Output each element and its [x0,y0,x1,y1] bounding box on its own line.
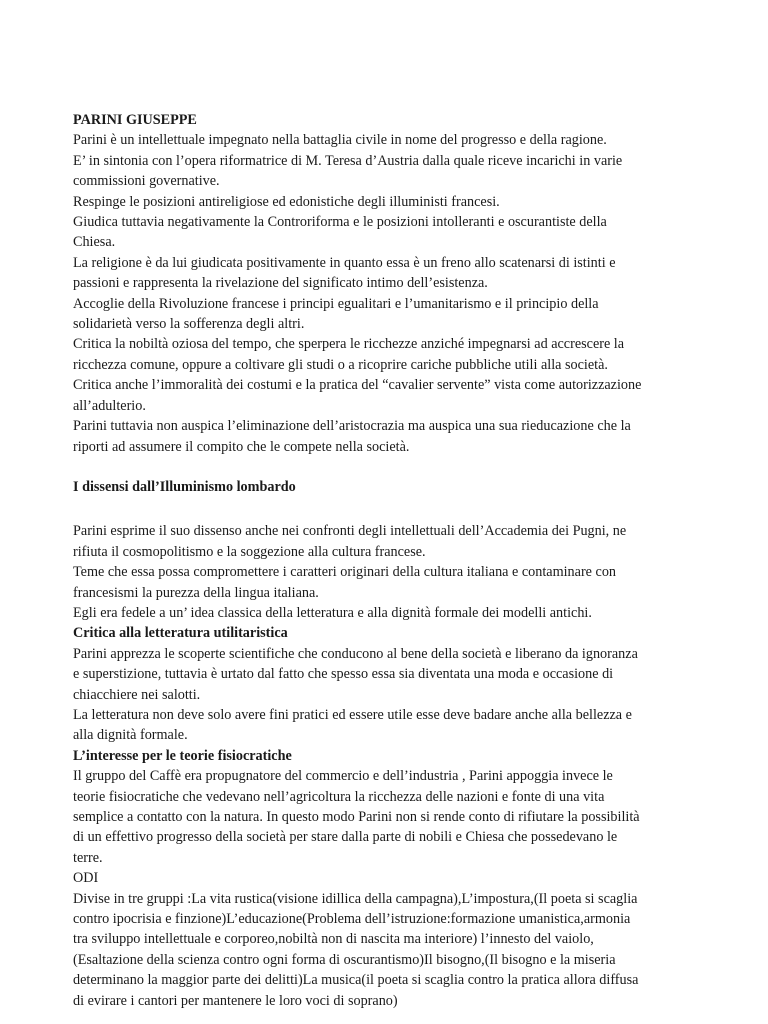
section-odi [73,868,703,1011]
paragraph-line: alla dignità formale. [73,727,188,744]
paragraph-line: commissioni governative. [73,173,220,190]
paragraph-line: tra sviluppo intellettuale e corporeo,nobiltà non di nascita ma interiore) l’innesto del vaiolo, [73,931,594,948]
paragraph-line: contro ipocrisia e finzione)L’educazione(Problema dell’istruzione:formazione umanistica,armonia [73,911,631,928]
section-heading: Critica alla letteratura utilitaristica [73,625,288,642]
spacer [73,497,703,521]
paragraph-line: Critica la nobiltà oziosa del tempo, che sperpera le ricchezze anziché impegnarsi ad accrescere la [73,336,625,353]
paragraph-line: (Esaltazione della scienza contro ogni forma di oscurantismo)Il bisogno,(Il bisogno e la miseria [73,951,616,968]
spacer [73,457,703,477]
document-page [73,110,703,1011]
section-teorie-fisiocratiche [73,746,703,868]
paragraph-line: terre. [73,849,103,866]
section-parini-giuseppe [73,110,703,457]
section-heading: L’interesse per le teorie fisiocratiche [73,747,292,764]
section-critica-letteratura [73,623,703,745]
paragraph-line: francesismi la purezza della lingua italiana. [73,584,319,601]
paragraph-line: La religione è da lui giudicata positivamente in quanto essa è un freno allo scatenarsi di istinti e [73,254,616,271]
paragraph-line: Critica anche l’immoralità dei costumi e la pratica del “cavalier servente” vista come autorizzazione [73,377,642,394]
paragraph-line: Accoglie della Rivoluzione francese i principi egualitari e l’umanitarismo e il principio della [73,295,599,312]
paragraph-line: Giudica tuttavia negativamente la Controriforma e le posizioni intolleranti e oscurantiste della [73,214,607,231]
paragraph-line: chiacchiere nei salotti. [73,686,201,703]
paragraph-line: Parini tuttavia non auspica l’eliminazione dell’aristocrazia ma auspica una sua rieducazione che la [73,418,631,435]
paragraph-line: riporti ad assumere il compito che le compete nella società. [73,438,410,455]
paragraph-line: Parini apprezza le scoperte scientifiche che conducono al bene della società e liberano da ignoranza [73,645,638,662]
paragraph-line: ricchezza comune, oppure a coltivare gli studi o a ricoprire cariche pubbliche utili alla società. [73,356,608,373]
paragraph-line: teorie fisiocratiche che vedevano nell’agricoltura la ricchezza delle nazioni e fonte di una vita [73,788,605,805]
section-heading: ODI [73,870,99,887]
paragraph-line: semplice a contatto con la natura. In questo modo Parini non si rende conto di rifiutare la possibilità [73,809,640,825]
paragraph-line: determinano la maggior parte dei delitti)La musica(il poeta si scaglia contro la pratica allora diffusa [73,972,639,989]
section-heading: I dissensi dall’Illuminismo lombardo [73,478,296,495]
paragraph-line: La letteratura non deve solo avere fini pratici ed essere utile esse deve badare anche alla bellezza e [73,706,632,723]
section-dissensi [73,477,703,623]
paragraph-line: di un effettivo progresso della società per stare dalla parte di nobili e Chiesa che possedevano le [73,829,618,846]
paragraph-line: Parini è un intellettuale impegnato nella battaglia civile in nome del progresso e della ragione. [73,132,607,149]
paragraph-line: solidarietà verso la sofferenza degli altri. [73,316,305,333]
paragraph-line: rifiuta il cosmopolitismo e la soggezione alla cultura francese. [73,543,426,560]
paragraph-line: Egli era fedele a un’ idea classica della letteratura e alla dignità formale dei modelli antichi. [73,604,592,621]
paragraph-line: Divise in tre gruppi :La vita rustica(visione idillica della campagna),L’impostura,(Il poeta si scaglia [73,890,638,907]
paragraph-line: Respinge le posizioni antireligiose ed edonistiche degli illuministi francesi. [73,193,500,210]
paragraph-line: e superstizione, tuttavia è urtato dal fatto che spesso essa sia diventata una moda e occasione di [73,666,614,683]
paragraph-line: di evirare i cantori per mantenere le loro voci di soprano) [73,992,398,1009]
paragraph-line: Teme che essa possa compromettere i caratteri originari della cultura italiana e contaminare con [73,564,617,581]
paragraph-line: passioni e rappresenta la rivelazione del significato intimo dell’esistenza. [73,275,488,292]
paragraph-line: Chiesa. [73,234,116,251]
paragraph-line: Parini esprime il suo dissenso anche nei confronti degli intellettuali dell’Accademia dei Pugni, ne [73,523,627,540]
section-heading: PARINI GIUSEPPE [73,112,197,128]
paragraph-line: all’adulterio. [73,397,146,414]
paragraph-line: E’ in sintonia con l’opera riformatrice di M. Teresa d’Austria dalla quale riceve incarichi in varie [73,152,623,169]
paragraph-line: Il gruppo del Caffè era propugnatore del commercio e dell’industria , Parini appoggia invece le [73,768,613,785]
